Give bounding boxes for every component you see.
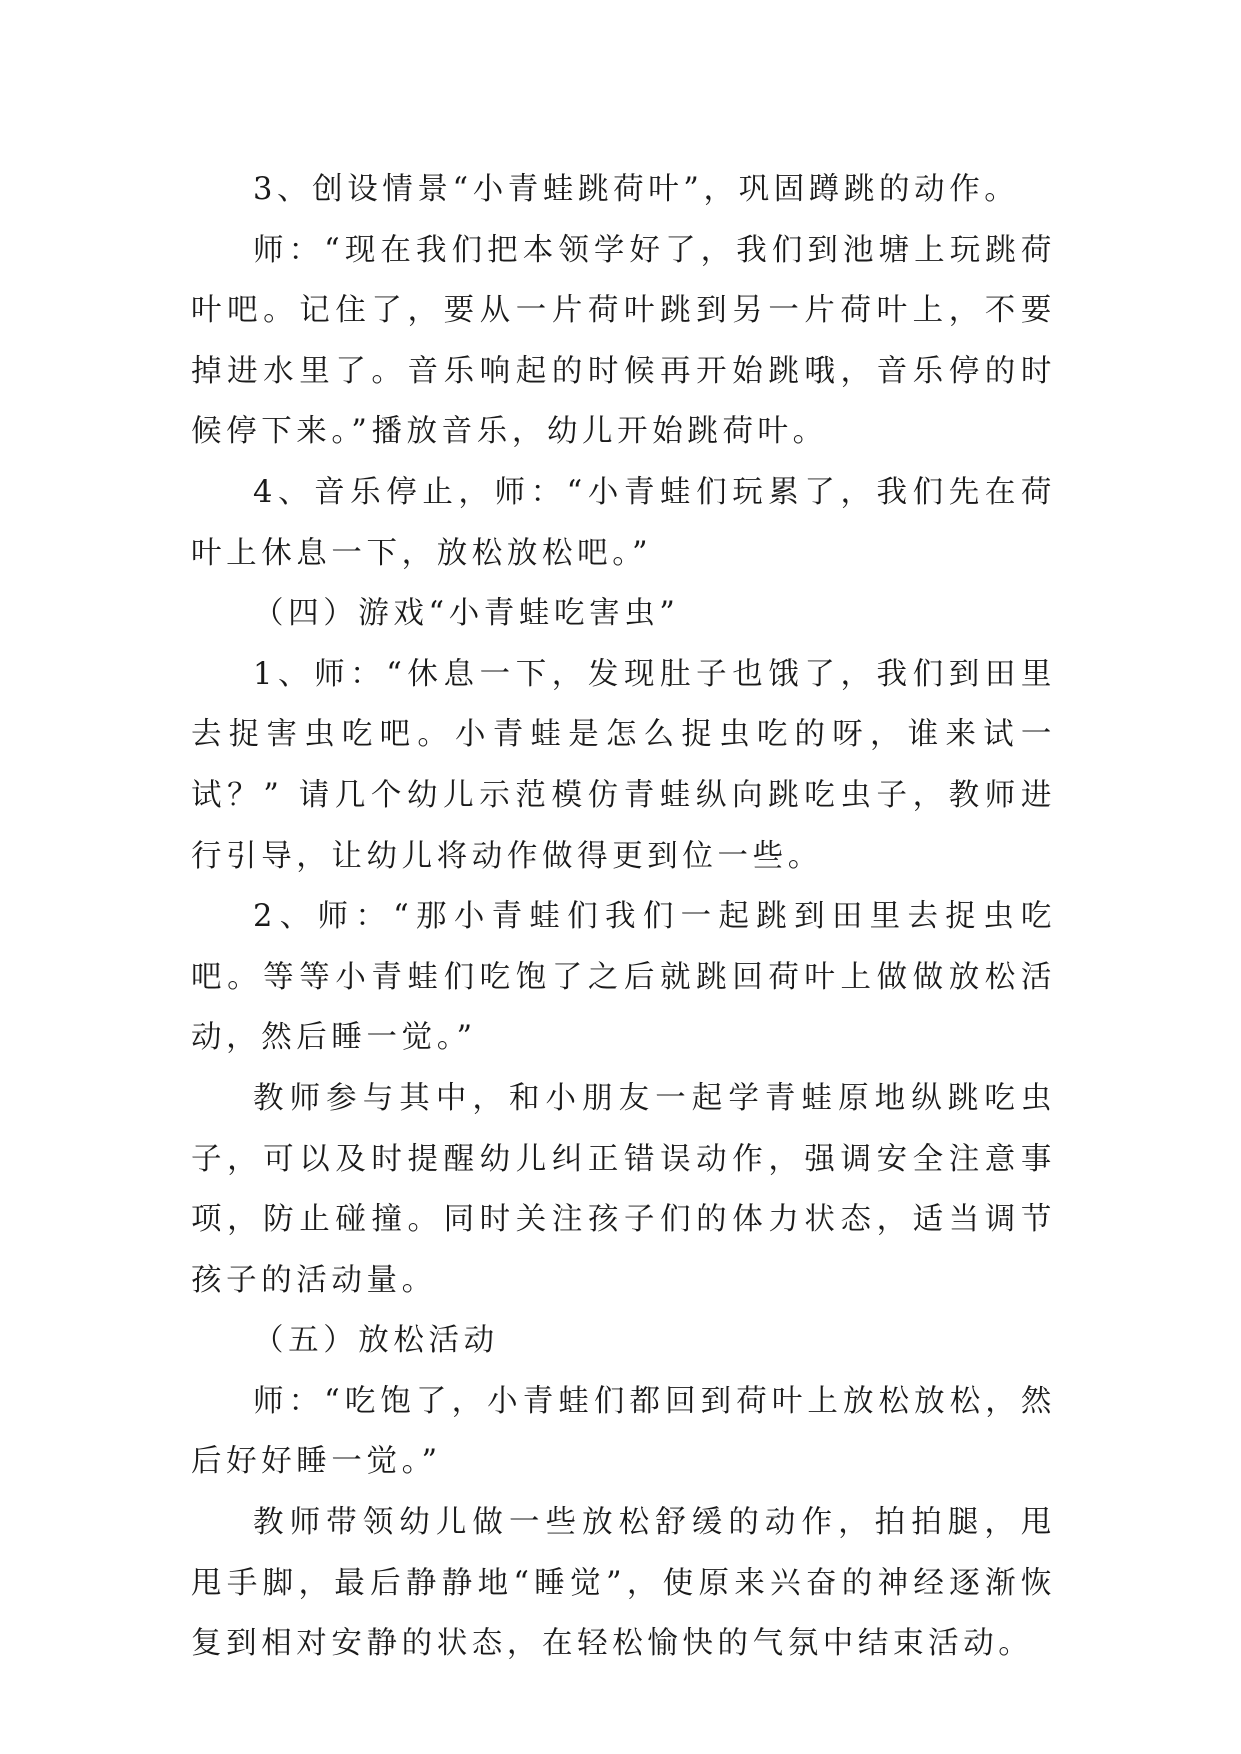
paragraph-step-4: 4、音乐停止，师：“小青蛙们玩累了，我们先在荷叶上休息一下，放松放松吧。” [191,474,1056,571]
paragraph-step-3: 3、创设情景“小青蛙跳荷叶”，巩固蹲跳的动作。 [253,172,1020,207]
paragraph-game-step-1: 1、师：“休息一下，发现肚子也饿了，我们到田里去捉害虫吃吧。小青蛙是怎么捉虫吃的呀，谁来试一试？” 请几个幼儿示范模仿青蛙纵向跳吃虫子，教师进行引导，让幼儿将动作做得更到位一些。 [191,656,1056,874]
paragraph-relax-actions: 教师带领幼儿做一些放松舒缓的动作，拍拍腿，甩甩手脚，最后静静地“睡觉”，使原来兴奋的神经逐渐恢复到相对安静的状态，在轻松愉快的气氛中结束活动。 [191,1505,1056,1662]
paragraph-teacher-participate: 教师参与其中，和小朋友一起学青蛙原地纵跳吃虫子，可以及时提醒幼儿纠正错误动作，强调安全注意事项，防止碰撞。同时关注孩子们的体力状态，适当调节孩子的活动量。 [191,1080,1056,1298]
paragraph-game-step-2: 2、师：“那小青蛙们我们一起跳到田里去捉虫吃吧。等等小青蛙们吃饱了之后就跳回荷叶上做做放松活动，然后睡一觉。” [191,899,1056,1056]
document-body [191,160,1056,1675]
section-heading-5: （五）放松活动 [253,1323,499,1359]
paragraph-teacher-relax: 师：“吃饱了，小青蛙们都回到荷叶上放松放松，然后好好睡一觉。” [191,1383,1056,1480]
paragraph-teacher-pond: 师：“现在我们把本领学好了，我们到池塘上玩跳荷叶吧。记住了，要从一片荷叶跳到另一片荷叶上，不要掉进水里了。音乐响起的时候再开始跳哦，音乐停的时候停下来。”播放音乐，幼儿开始跳荷叶。 [191,232,1056,450]
section-heading-4: （四）游戏“小青蛙吃害虫” [253,596,680,632]
